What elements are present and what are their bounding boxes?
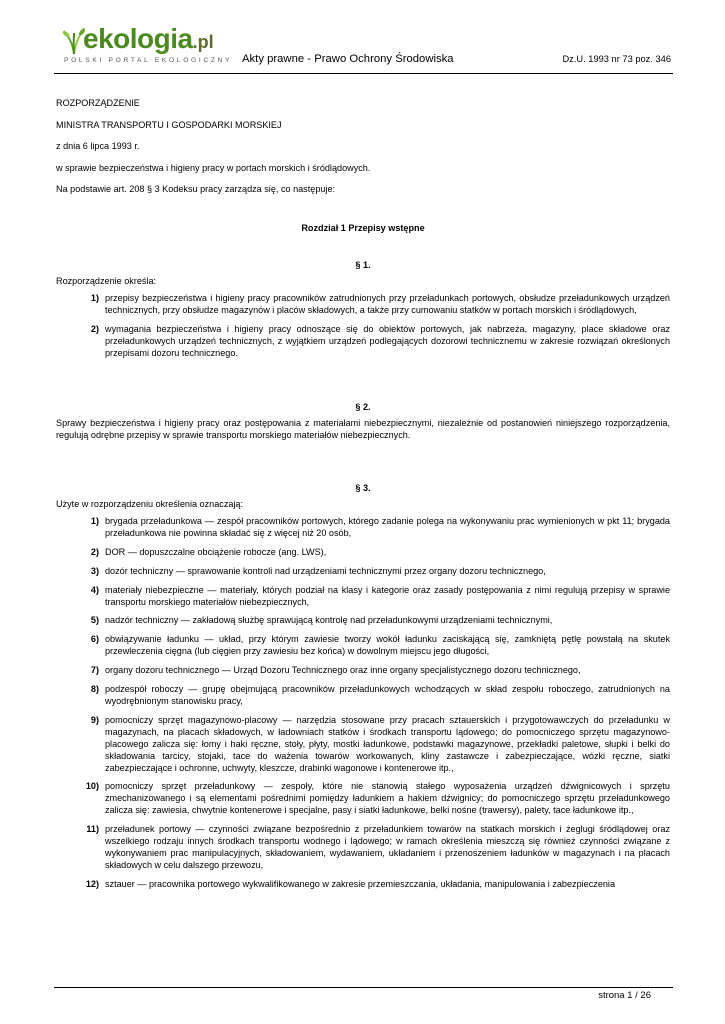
list-item bbox=[56, 780, 670, 816]
list-item bbox=[56, 633, 670, 657]
section-1-title: § 1. bbox=[355, 260, 371, 271]
list-item-number: 6) bbox=[90, 634, 99, 645]
list-item bbox=[56, 714, 670, 774]
ekologia-logo[interactable] bbox=[58, 22, 233, 70]
list-item-text: dozór techniczny — sprawowanie kontroli nad urządzeniami technicznymi przez organy dozoru technicznego, bbox=[105, 565, 546, 576]
section-1-lead: Rozporządzenie określa: bbox=[56, 276, 157, 287]
section-2-title: § 2. bbox=[355, 402, 371, 413]
logo-tagline: POLSKI PORTAL EKOLOGICZNY bbox=[64, 57, 233, 64]
list-item-text: brygada przeładunkowa — zespół pracowników portowych, którego zadanie polega na wykonywaniu prac wymienionych w pkt 11; brygada przeładunkowa nie powinna składać się z więcej niż 20 osób, bbox=[105, 516, 670, 539]
list-item-text: materiały niebezpieczne — materiały, których podział na klasy i kategorie oraz zasady postępowania z nimi regulują przepisy w sprawie transportu morskiego materiałów niebezpiecznych, bbox=[105, 584, 670, 607]
list-item-text: przeładunek portowy — czynności związane bezpośrednio z przeładunkiem towarów na statkach morskich i żeglugi śródlądowej oraz wszelkiego rodzaju innych środkach transportu wodnego i lądowego; w ramach określenia mieszczą się również czynności związane z wykonywaniem prac manipulacyjnych, składowaniem, wydawaniem, układaniem i przenoszeniem ładunków w magazynach i na placach składowych w celu dalszego przewozu, bbox=[105, 824, 670, 871]
list-item-text: pomocniczy sprzęt przeładunkowy — zespoły, które nie stanowią stałego wyposażenia urządzeń dźwignicowych i sprzętu zmechanizowanego i są elementami pośrednimi pomiędzy ładunkiem a hakiem dźwignicy; do pomocniczego sprzętu przeładunkowego zalicza się: zawiesia, chwytnie kontenerowe i specjalne, pasy i siatki ładunkowe, belki nośne (trawersy), palety, tace ładunkowe itp., bbox=[105, 781, 670, 816]
section-3-lead: Użyte w rozporządzeniu określenia oznaczają: bbox=[56, 499, 244, 510]
list-item-text: podzespół roboczy — grupę obejmującą pracowników przeładunkowych wchodzących w skład zespołu roboczego, zatrudnionych na wyodrębnionym stanowisku pracy, bbox=[105, 683, 670, 706]
list-item-text: obwiązywanie ładunku — układ, przy którym zawiesie tworzy wokół ładunku zaciskającą się, zamkniętą pętlę powstałą na skutek przewleczenia cięgna (lub cięgien przy zawiesiu bez końca) w dowolnym miejscu jego długości, bbox=[105, 634, 670, 657]
section-2 bbox=[56, 401, 670, 441]
intro-subject: w sprawie bezpieczeństwa i higieny pracy w portach morskich i śródlądowych. bbox=[56, 162, 371, 173]
list-item bbox=[56, 878, 670, 890]
list-item-text: wymagania bezpieczeństwa i higieny pracy odnoszące się do obiektów portowych, jak nabrzeża, magazyny, place składowe oraz przeładunkowych urządzeń technicznych, z wyjątkiem urządzeń podlegających dozorowi technicznemu w zakresie rozwiązań określonych przepisami dozoru technicznego. bbox=[105, 324, 670, 359]
list-item-text: DOR — dopuszczalne obciążenie robocze (ang. LWS), bbox=[105, 546, 327, 557]
list-item-number: 11) bbox=[86, 824, 99, 835]
document-body bbox=[56, 97, 670, 897]
journal-reference: Dz.U. 1993 nr 73 poz. 346 bbox=[562, 54, 671, 64]
list-item bbox=[56, 823, 670, 871]
list-item-text: organy dozoru technicznego — Urząd Dozoru Technicznego oraz inne organy specjalistycznego dozoru technicznego, bbox=[105, 664, 581, 675]
list-item-number: 8) bbox=[90, 683, 99, 694]
intro-legal-basis: Na podstawie art. 208 § 3 Kodeksu pracy zarządza się, co następuje: bbox=[56, 184, 336, 195]
page-number: strona 1 / 26 bbox=[598, 990, 651, 1001]
list-item bbox=[56, 664, 670, 676]
list-item bbox=[56, 565, 670, 577]
list-item bbox=[56, 515, 670, 539]
intro-issuer: MINISTRA TRANSPORTU I GOSPODARKI MORSKIEJ bbox=[56, 119, 282, 130]
list-item-text: przepisy bezpieczeństwa i higieny pracy pracowników zatrudnionych przy przeładunkach portowych, obsłudze przeładunkowych urządzeń technicznych, przy obsłudze magazynów i placów składowych, a także przy cumowaniu statków w portach morskich i śródlądowych, bbox=[105, 293, 670, 316]
section-3-title: § 3. bbox=[355, 483, 371, 494]
list-item-text: pomocniczy sprzęt magazynowo-placowy — narzędzia stosowane przy pracach sztauerskich i przygotowawczych do przeładunku w magazynach, na placach składowych, w ładowniach statków i środkach transportu lądowego; do pomocniczego sprzętu magazynowo-placowego zalicza się: łomy i haki ręczne, stoły, płyty, mostki ładunkowe, podstawki magazynowe, przekładki paletowe, słupki i belki do składowania tarcicy, stojaki, tace do ważenia towarów workowanych, kliny zastawcze i zabezpieczające, wózki ręczne, siatki zabezpieczające i ochronne, uchwyty, kleszcze, drabinki wagonowe i kontenerowe itp., bbox=[105, 714, 670, 773]
list-item bbox=[56, 546, 670, 558]
list-item-number: 3) bbox=[90, 565, 99, 576]
list-item-number: 2) bbox=[90, 324, 99, 335]
list-item bbox=[56, 292, 670, 316]
list-item-number: 12) bbox=[85, 878, 99, 889]
list-item bbox=[56, 323, 670, 359]
list-item-number: 5) bbox=[90, 615, 99, 626]
footer-divider bbox=[54, 987, 673, 988]
list-item-number: 2) bbox=[90, 546, 99, 557]
list-item-number: 9) bbox=[90, 714, 99, 725]
list-item-number: 1) bbox=[90, 516, 99, 527]
section-2-text: Sprawy bezpieczeństwa i higieny pracy oraz postępowania z materiałami niebezpiecznymi, niezależnie od postanowień niniejszego rozporządzenia, regulują odrębne przepisy w sprawie transportu morskiego materiałów niebezpiecznych. bbox=[56, 418, 670, 441]
list-item-number: 7) bbox=[90, 664, 99, 675]
header-divider bbox=[54, 73, 673, 74]
intro-regulation-label: ROZPORZĄDZENIE bbox=[56, 98, 140, 108]
list-item-number: 10) bbox=[85, 781, 99, 792]
list-item-text: nadzór techniczny — zakładową służbę sprawującą kontrolę nad przeładunkowymi urządzeniami technicznymi, bbox=[105, 615, 553, 626]
page-header bbox=[0, 0, 725, 74]
logo-wordmark: ekologia bbox=[83, 23, 193, 54]
list-item-number: 4) bbox=[90, 584, 99, 595]
section-1 bbox=[56, 259, 670, 359]
chapter-heading: Rozdział 1 Przepisy wstępne bbox=[301, 223, 425, 234]
section-3 bbox=[56, 482, 670, 890]
list-item bbox=[56, 584, 670, 608]
intro-date: z dnia 6 lipca 1993 r. bbox=[56, 141, 140, 152]
list-item-text: sztauer — pracownika portowego wykwalifikowanego w zakresie przemieszczania, układania, manipulowania i zabezpieczenia bbox=[105, 878, 616, 889]
logo-domain-suffix: .pl bbox=[192, 32, 214, 52]
list-item-number: 1) bbox=[90, 293, 99, 304]
section-1-list bbox=[56, 292, 670, 359]
list-item bbox=[56, 683, 670, 707]
section-3-list bbox=[56, 515, 670, 890]
document-category-title: Akty prawne - Prawo Ochrony Środowiska bbox=[242, 53, 454, 65]
regulation-intro bbox=[56, 97, 670, 195]
list-item bbox=[56, 614, 670, 626]
